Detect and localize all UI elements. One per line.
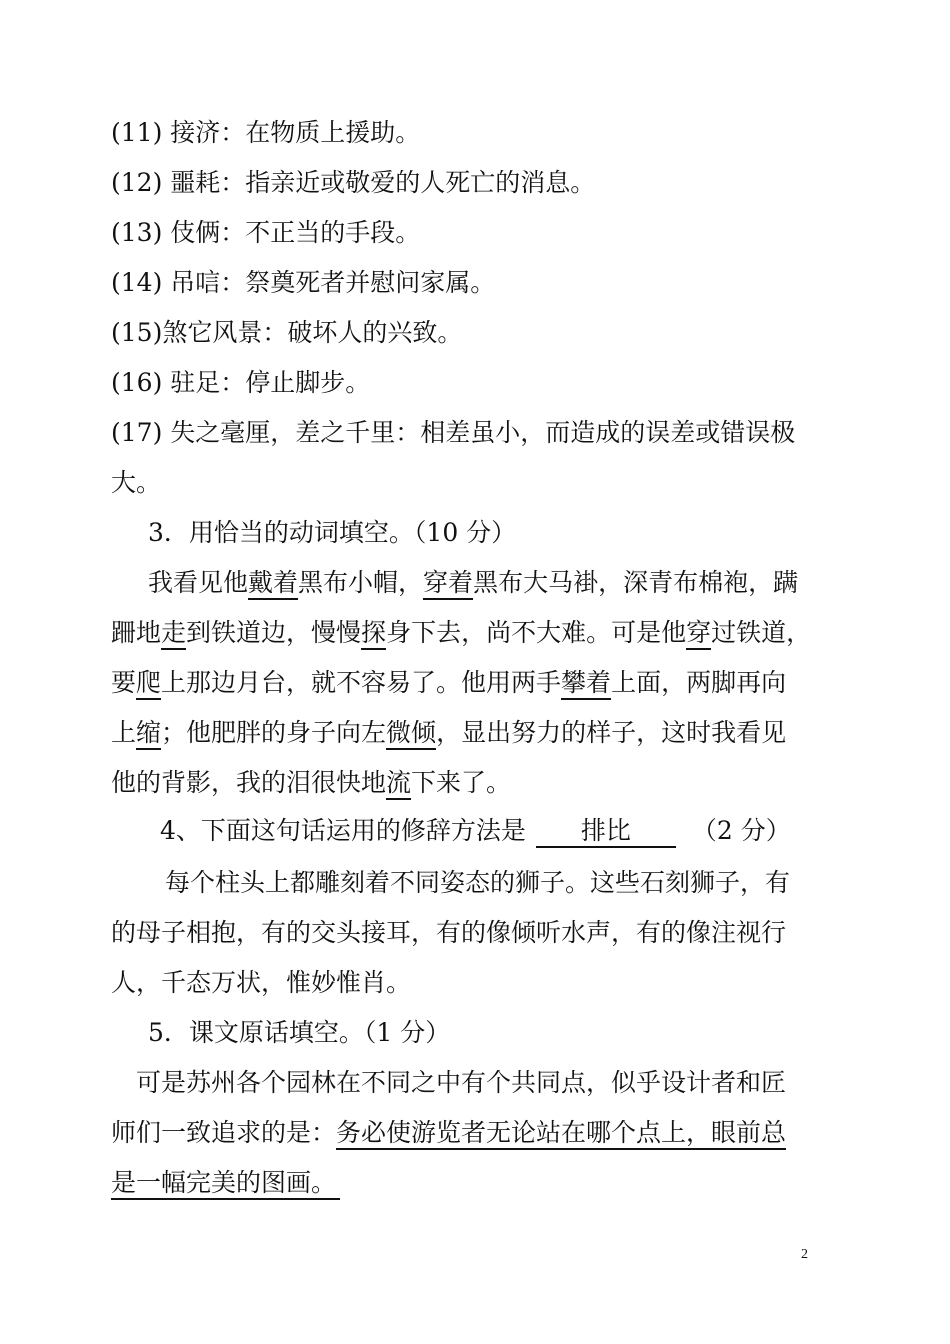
text-segment: 下来了。 [411,768,512,797]
question-4-text-2: 的母子相抱，有的交头接耳，有的像倾听水声，有的像注视行 [111,918,787,947]
question-5-text-1: 可是苏州各个园林在不同之中有个共同点，似乎设计者和匠 [136,1068,787,1097]
answer-underline: 穿着 [423,568,473,600]
answer-underline: 微倾 [386,718,436,750]
definition-13: (13) 伎俩：不正当的手段。 [111,218,421,247]
text-segment: ，显出努力的样子，这时我看见 [436,718,787,747]
answer-underline: 穿 [686,618,711,650]
question-3-line-4 [111,716,811,750]
answer-underline: 探 [361,618,386,650]
answer-underline: 流 [386,768,411,800]
definition-17: (17) 失之毫厘，差之千里：相差虽小，而造成的误差或错误极 [111,418,796,447]
text-segment: 到铁道边，慢慢 [186,618,362,647]
question-5-text-2 [111,1116,811,1150]
question-4-score: （2 分） [691,816,791,845]
text-segment: 要 [111,668,137,697]
definition-16: (16) 驻足：停止脚步。 [111,368,371,397]
text-segment: 他的背影，我的泪很快地 [111,768,387,797]
question-3-line-3 [111,666,811,700]
text-segment: 我看见他 [148,568,249,597]
question-4-text-1: 每个柱头上都雕刻着不同姿态的狮子。这些石刻狮子，有 [165,868,791,897]
question-3-line-5 [111,766,811,800]
answer-underline: 走 [161,618,186,650]
answer-underline: 缩 [136,718,161,750]
question-5-text-3 [111,1166,811,1200]
answer-underline: 务必使游览者无论站在哪个点上，眼前总 [336,1118,786,1150]
text-segment: 上那边月台，就不容易了。他用两手 [161,668,562,697]
text-segment: 过铁道， [711,618,812,647]
answer-underline: 是一幅完美的图画。 [111,1168,340,1200]
text-segment: 黑布小帽， [298,568,424,597]
definition-12: (12) 噩耗：指亲近或敬爱的人死亡的消息。 [111,168,596,197]
text-segment: 跚地 [111,618,162,647]
question-4-prefix: 4、下面这句话运用的修辞方法是 [160,816,526,845]
question-5-title: 5．课文原话填空。（1 分） [148,1018,451,1047]
text-segment: 身下去，尚不大难。可是他 [386,618,687,647]
answer-underline: 攀着 [561,668,611,700]
text-segment: 师们一致追求的是： [111,1118,337,1147]
question-4-answer: 排比 [536,816,676,848]
definition-14: (14) 吊唁：祭奠死者并慰问家属。 [111,268,496,297]
text-segment: 上 [111,718,137,747]
answer-underline: 戴着 [248,568,298,600]
text-segment: 黑布大马褂，深青布棉袍，蹒 [473,568,799,597]
text-segment: 上面，两脚再向 [611,668,787,697]
question-4-text-3: 人，千态万状，惟妙惟肖。 [111,968,412,997]
answer-underline: 爬 [136,668,161,700]
question-3-line-2 [111,616,811,650]
question-4-title [160,814,860,848]
question-3-line-1 [148,566,848,600]
definition-15: (15)煞它风景：破坏人的兴致。 [111,318,463,347]
question-3-title: 3．用恰当的动词填空。（10 分） [148,518,517,547]
definition-17-cont: 大。 [111,468,162,497]
page-number: 2 [801,1247,808,1262]
text-segment: ；他肥胖的身子向左 [161,718,387,747]
definition-11: (11) 接济：在物质上援助。 [111,118,421,147]
